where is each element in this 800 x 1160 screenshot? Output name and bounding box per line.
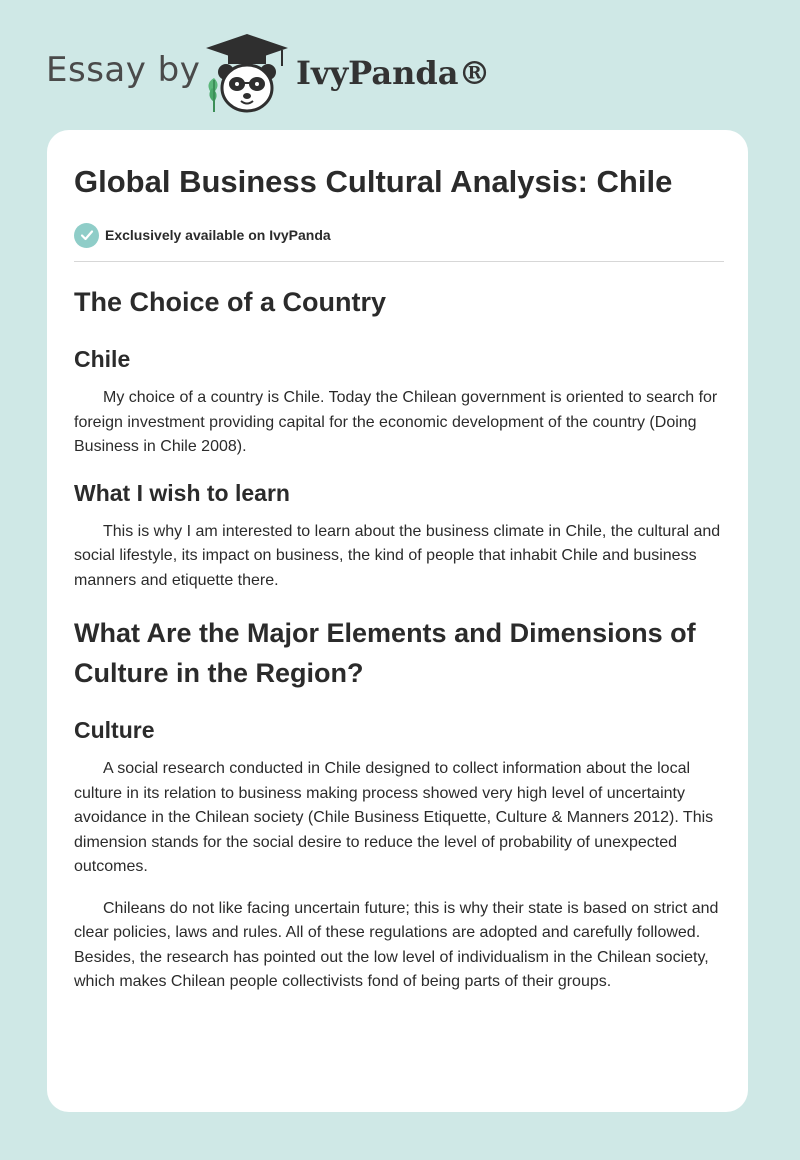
paragraph: Chileans do not like facing uncertain future; this is why their state is based on strict and clear policies, laws and rules. All of these regulations are adopted and carefully followed. Besides, the research has pointed out the low level of individualism in the Chilean society, which makes Chilean people collectivists fond of being parts of their groups.: [74, 899, 719, 990]
subsection-heading-chile: Chile: [74, 346, 131, 372]
paragraph: This is why I am interested to learn about the business climate in Chile, the cultural and social lifestyle, its impact on business, the kind of people that inhabit Chile and business manners and etiquette there.: [74, 522, 721, 589]
site-header: [46, 28, 646, 118]
panda-logo-icon[interactable]: [202, 32, 292, 114]
title-divider: [74, 261, 724, 262]
section-heading-elements: What Are the Major Elements and Dimensions of Culture in the Region?: [74, 618, 696, 688]
subsection-heading-wish-to-learn: What I wish to learn: [74, 479, 290, 506]
exclusive-badge: [74, 222, 331, 248]
paragraph: My choice of a country is Chile. Today the Chilean government is oriented to search for foreign investment providing capital for the economic development of the country (Doing Business in Chile 2008).: [74, 389, 718, 455]
essay-card: [47, 130, 748, 1112]
section-heading-choice: The Choice of a Country: [74, 287, 387, 317]
essay-body: [74, 282, 724, 995]
check-icon: [74, 223, 99, 248]
exclusive-badge-label: Exclusively available on IvyPanda: [105, 227, 331, 243]
paragraph: A social research conducted in Chile designed to collect information about the local culture in its relation to business making process showed very high level of uncertainty avoidance in the Chilean society (Chile Business Etiquette, Culture & Manners 2012). This dimension stands for the social desire to reduce the level of probability of unexpected outcomes.: [74, 760, 714, 875]
brand-name[interactable]: IvyPanda®: [296, 54, 491, 92]
page-title: Global Business Cultural Analysis: Chile: [74, 164, 673, 199]
essay-by-label: Essay by: [46, 50, 201, 90]
subsection-heading-culture: Culture: [74, 717, 155, 743]
